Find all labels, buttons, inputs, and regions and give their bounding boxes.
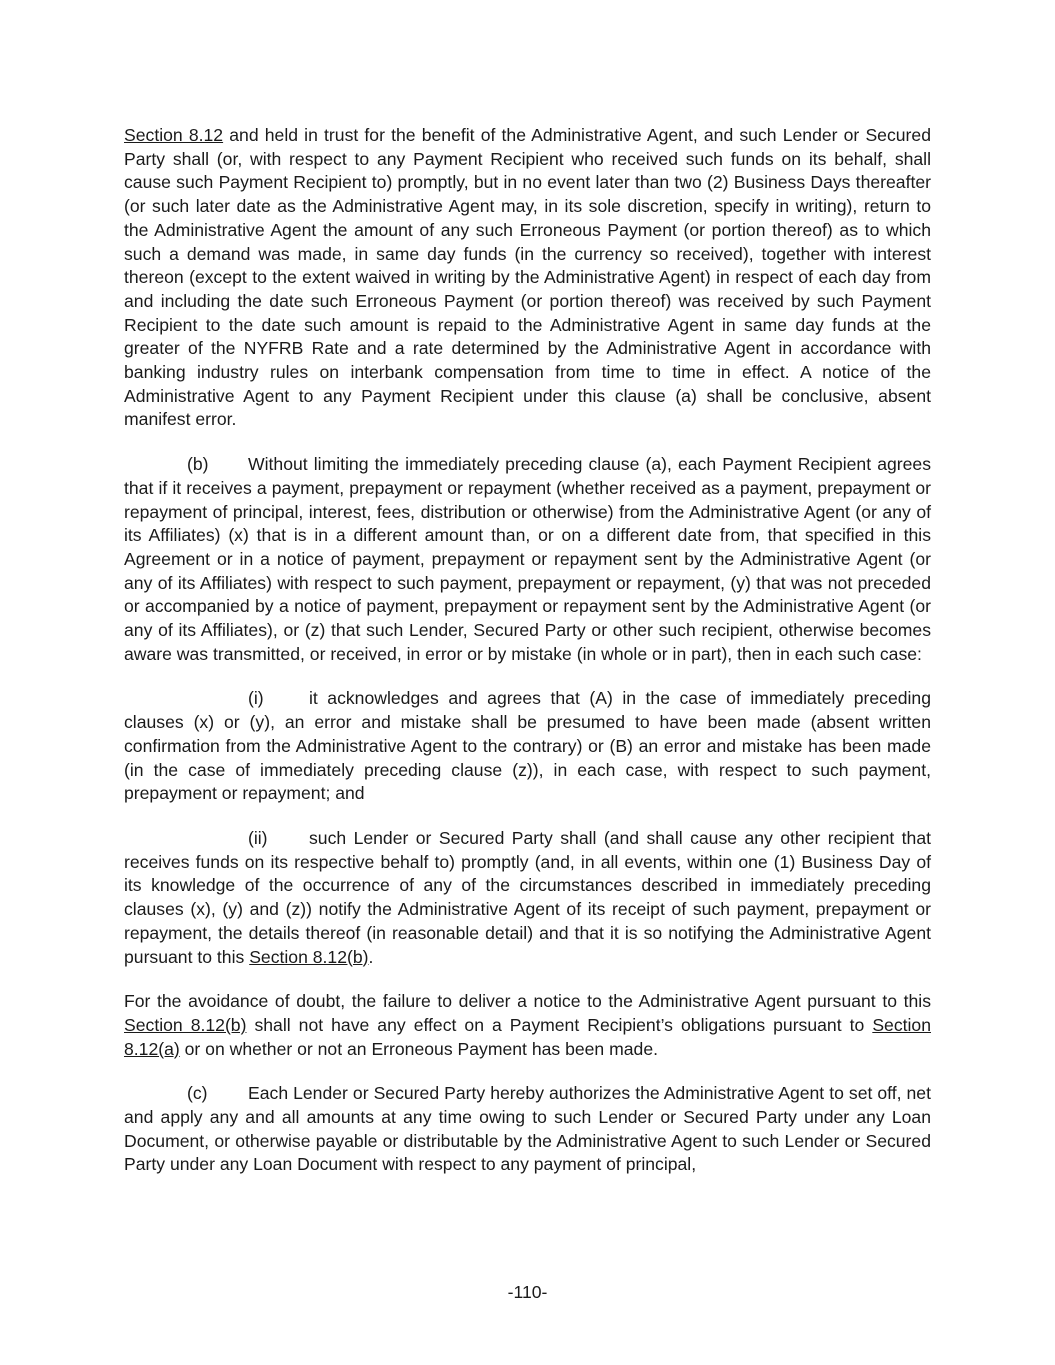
- section-reference: Section 8.12(b): [249, 946, 369, 967]
- page-number: -110-: [507, 1282, 548, 1302]
- paragraph-text: Without limiting the immediately preceding clause (a), each Payment Recipient agrees that if it receives a payment, prepayment or repayment (whether received as a payment, prepayment or repayment of principal, interest, fees, distribution or otherwise) from the Administrative Agent (or any of its Affiliates) (x) that is in a different amount than, or on a different date from, that specified in this Agreement or in a notice of payment, prepayment or repayment sent by the Administrative Agent (or any of its Affiliates) with respect to such payment, prepayment or repayment, (y) that was not preceded or accompanied by a notice of payment, prepayment or repayment sent by the Administrative Agent (or any of its Affiliates), or (z) that such Lender, Secured Party or other such recipient, otherwise becomes aware was transmitted, or received, in error or by mistake (in whole or in part), then in each such case:: [124, 454, 931, 664]
- clause-label: (b): [187, 454, 209, 475]
- clause-label: (c): [187, 1083, 208, 1104]
- paragraph-text-end: .: [368, 946, 374, 967]
- paragraph-c: [124, 1082, 931, 1177]
- paragraph-text: it acknowledges and agrees that (A) in the case of immediately preceding clauses (x) or (y), an error and mistake shall be presumed to have been made (absent written confirmation from the Administrative Agent to the contrary) or (B) an error and mistake has been made (in the case of immediately preceding clause (z)), in each case, with respect to such payment, prepayment or repayment; and: [124, 688, 931, 804]
- paragraph-text: For the avoidance of doubt, the failure to deliver a notice to the Administrative Agent pursuant to this: [124, 991, 931, 1012]
- paragraph-b-i: [124, 687, 931, 806]
- section-reference: Section 8.12: [124, 125, 224, 145]
- document-page: [124, 124, 931, 1177]
- paragraph-b: [124, 453, 931, 666]
- paragraph-a-continuation: [124, 124, 931, 432]
- paragraph-text: Each Lender or Secured Party hereby authorizes the Administrative Agent to set off, net and apply any and all amounts at any time owing to such Lender or Secured Party under any Loan Document, or otherwise payable or distributable by the Administrative Agent to such Lender or Secured Party under any Loan Document with respect to any payment of principal,: [124, 1083, 931, 1175]
- clause-label: (i): [248, 688, 264, 709]
- paragraph-text: such Lender or Secured Party shall (and shall cause any other recipient that receives funds on its respective behalf to) promptly (and, in all events, within one (1) Business Day of its knowledge of the occurrence of any of the circumstances described in immediately preceding clauses (x), (y) and (z)) notify the Administrative Agent of its receipt of such payment, prepayment or repayment, the details thereof (in reasonable detail) and that it is so notifying the Administrative Agent pursuant to this: [124, 827, 931, 967]
- section-reference: Section 8.12(b): [124, 1014, 247, 1035]
- paragraph-text: and held in trust for the benefit of the Administrative Agent, and such Lender or Secured Party shall (or, with respect to any Payment Recipient who received such funds on its behalf, shall cause such Payment Recipient to) promptly, but in no event later than two (2) Business Days thereafter (or such later date as the Administrative Agent may, in its sole discretion, specify in writing), return to the Administrative Agent the amount of any such Erroneous Payment (or portion thereof) as to which such a demand was made, in same day funds (in the currency so received), together with interest thereon (except to the extent waived in writing by the Administrative Agent) in respect of each day from and including the date such Erroneous Payment (or portion thereof) was received by such Payment Recipient to the date such amount is repaid to the Administrative Agent in same day funds at the greater of the NYFRB Rate and a rate determined by the Administrative Agent in accordance with banking industry rules on interbank compensation from time to time in effect. A notice of the Administrative Agent to any Payment Recipient under this clause (a) shall be conclusive, absent manifest error.: [124, 125, 931, 430]
- clause-label: (ii): [248, 827, 268, 848]
- paragraph-text: or on whether or not an Erroneous Payment has been made.: [179, 1038, 659, 1059]
- paragraph-text: shall not have any effect on a Payment Recipient’s obligations pursuant to: [246, 1014, 873, 1035]
- paragraph-b-ii: [124, 827, 931, 969]
- section-reference: Section 8.12(a): [124, 1014, 931, 1059]
- paragraph-avoidance-of-doubt: [124, 990, 931, 1061]
